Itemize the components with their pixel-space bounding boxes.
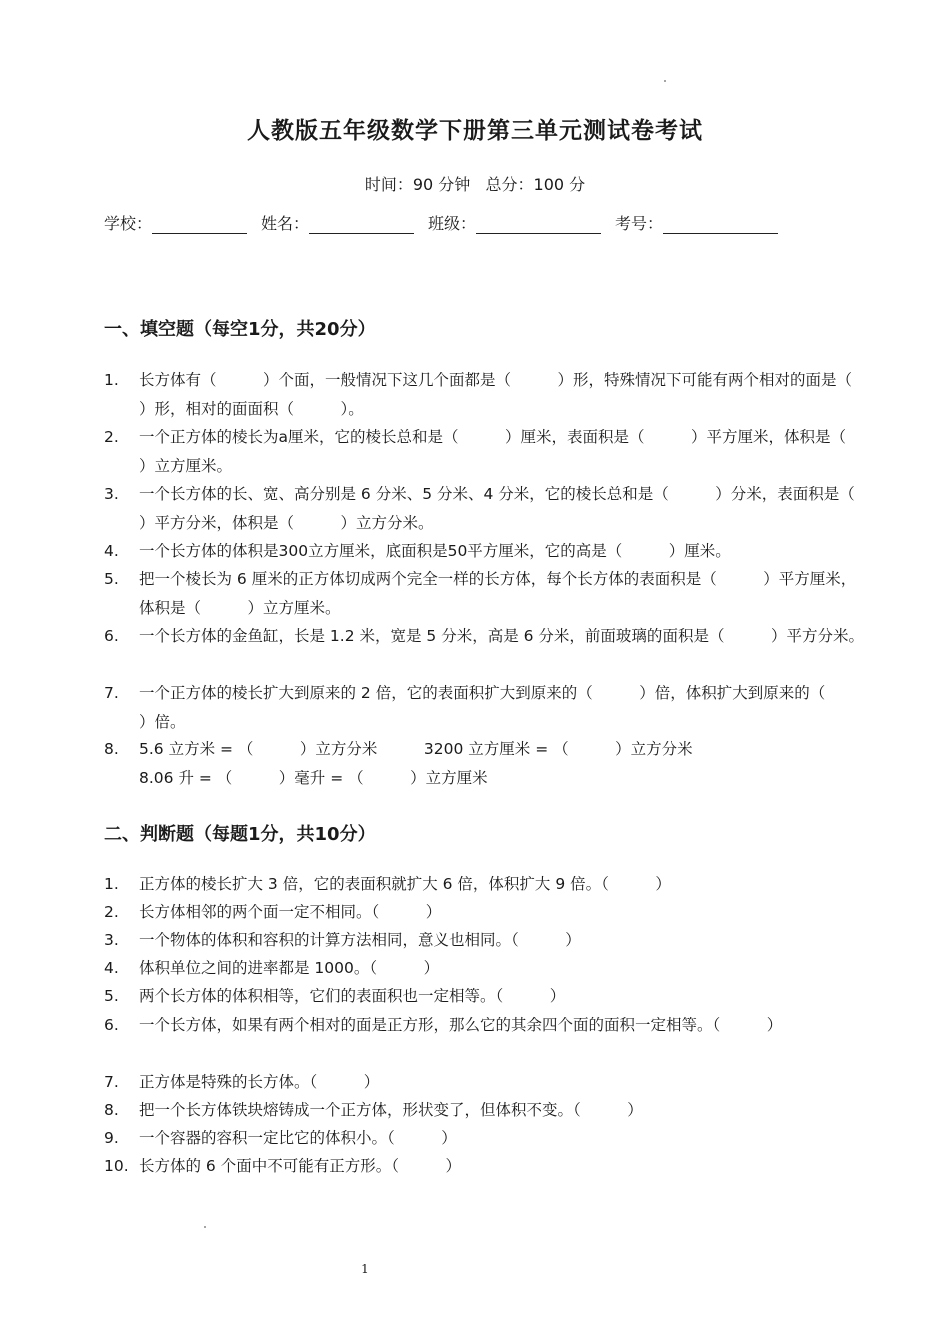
scan-dot	[204, 1226, 206, 1228]
question-text: 体积单位之间的进率都是 1000。（ ）	[139, 959, 440, 977]
section-title-true-false: 二、判断题（每题1分，共10分）	[104, 824, 376, 845]
question-number: 5.	[104, 987, 119, 1005]
question-text: 一个容器的容积一定比它的体积小。（ ）	[139, 1129, 457, 1147]
blank-class[interactable]	[476, 213, 601, 234]
question-item	[104, 926, 864, 955]
question-text: 把一个长方体铁块熔铸成一个正方体，形状变了，但体积不变。（ ）	[139, 1101, 643, 1119]
question-number: 2.	[104, 428, 119, 446]
question-text: 长方体的 6 个面中不可能有正方形。（ ）	[139, 1157, 461, 1175]
section-title-fill-blank: 一、填空题（每空1分，共20分）	[104, 319, 376, 340]
question-text: 正方体的棱长扩大 3 倍，它的表面积就扩大 6 倍，体积扩大 9 倍。（ ）	[139, 875, 671, 893]
question-number: 8.	[104, 1101, 119, 1119]
question-number: 5.	[104, 570, 119, 588]
exam-meta: 时间：90 分钟 总分：100 分	[364, 175, 586, 194]
student-info-fields	[104, 211, 792, 234]
question-text: 一个长方体的长、宽、高分别是 6 分米、5 分米、4 分米，它的棱长总和是（ ）分米，表面积是（ ）平方分米，体积是（ ）立方分米。	[139, 485, 902, 532]
question-item	[104, 366, 899, 423]
question-number: 9.	[104, 1129, 119, 1147]
question-number: 7.	[104, 1073, 119, 1091]
question-item	[104, 1068, 864, 1097]
question-number: 10.	[104, 1157, 129, 1175]
question-number: 2.	[104, 903, 119, 921]
question-number: 6.	[104, 1016, 119, 1034]
question-item	[104, 565, 864, 622]
blank-exam-no[interactable]	[663, 213, 778, 234]
question-number: 3.	[104, 931, 119, 949]
question-item	[104, 1011, 864, 1040]
question-text: 一个长方体的体积是300立方厘米，底面积是50平方厘米，它的高是（ ）厘米。	[139, 542, 731, 560]
field-label-exam-no: 考号：	[615, 214, 664, 233]
field-label-school: 学校：	[104, 214, 153, 233]
question-item	[104, 480, 902, 537]
question-item	[104, 537, 864, 566]
scan-dot	[664, 80, 666, 82]
question-item	[104, 870, 864, 899]
question-item	[104, 1124, 864, 1153]
question-number: 4.	[104, 542, 119, 560]
page-number: 1	[361, 1262, 369, 1276]
question-text: 两个长方体的体积相等，它们的表面积也一定相等。（ ）	[139, 987, 566, 1005]
question-text: 长方体相邻的两个面一定不相同。（ ）	[139, 903, 442, 921]
question-text: 5.6 立方米 = （ ）立方分米 3200 立方厘米 = （ ）立方分米 8.06 升 = （ ）毫升 = （ ）立方厘米	[139, 740, 693, 787]
question-text: 一个物体的体积和容积的计算方法相同，意义也相同。（ ）	[139, 931, 581, 949]
question-text: 把一个棱长为 6 厘米的正方体切成两个完全一样的长方体，每个长方体的表面积是（ ）平方厘米，体积是（ ）立方厘米。	[139, 570, 857, 617]
question-item	[104, 679, 872, 736]
page-title: 人教版五年级数学下册第三单元测试卷考试	[247, 117, 703, 144]
blank-school[interactable]	[152, 213, 247, 234]
question-text: 一个正方体的棱长扩大到原来的 2 倍，它的表面积扩大到原来的（ ）倍，体积扩大到原来的（ ）倍。	[139, 684, 872, 731]
question-number: 7.	[104, 684, 119, 702]
question-item	[104, 622, 864, 651]
blank-name[interactable]	[309, 213, 414, 234]
question-text: 长方体有（ ）个面，一般情况下这几个面都是（ ）形，特殊情况下可能有两个相对的面是（ ）形，相对的面面积（ ）。	[139, 371, 899, 418]
field-label-name: 姓名：	[261, 214, 310, 233]
question-number: 3.	[104, 485, 119, 503]
question-item	[104, 954, 864, 983]
question-number: 6.	[104, 627, 119, 645]
question-item	[104, 1096, 864, 1125]
question-item	[104, 423, 893, 480]
question-item	[104, 735, 864, 792]
question-number: 1.	[104, 371, 119, 389]
question-item	[104, 1152, 864, 1181]
question-item	[104, 982, 864, 1011]
question-item	[104, 898, 864, 927]
question-number: 1.	[104, 875, 119, 893]
question-text: 一个长方体的金鱼缸，长是 1.2 米，宽是 5 分米，高是 6 分米，前面玻璃的面积是（ ）平方分米。	[139, 627, 864, 645]
question-number: 4.	[104, 959, 119, 977]
question-text: 一个正方体的棱长为a厘米，它的棱长总和是（ ）厘米，表面积是（ ）平方厘米，体积是（ ）立方厘米。	[139, 428, 893, 475]
question-text: 正方体是特殊的长方体。（ ）	[139, 1073, 380, 1091]
question-text: 一个长方体，如果有两个相对的面是正方形，那么它的其余四个面的面积一定相等。（ ）	[139, 1016, 783, 1034]
question-number: 8.	[104, 740, 119, 758]
field-label-class: 班级：	[428, 214, 477, 233]
